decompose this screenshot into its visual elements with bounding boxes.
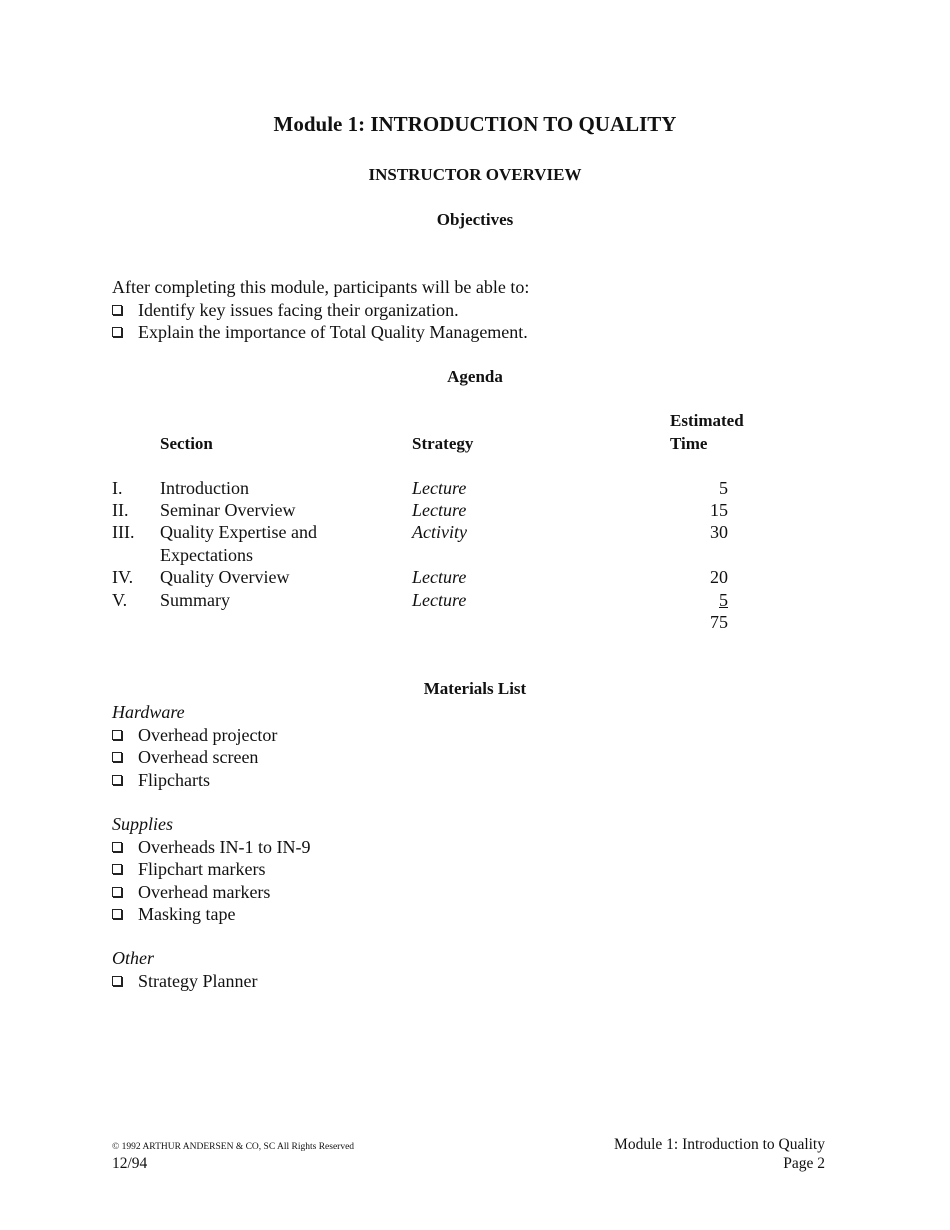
footer-date: 12/94 [112,1155,148,1172]
agenda-header-time-line1: Estimated [670,411,744,430]
list-item: Overheads IN-1 to IN-9 [112,836,310,859]
checkbox-icon [112,842,122,852]
list-item: Overhead projector [112,724,277,747]
list-item: Overhead markers [112,881,310,904]
agenda-header-strategy: Strategy [412,434,474,453]
materials-group-name: Hardware [112,702,185,722]
checkbox-icon [112,730,122,740]
agenda-header-time-line2: Time [670,434,708,453]
objectives-section [112,276,529,344]
checkbox-icon [112,752,122,762]
page-subtitle: INSTRUCTOR OVERVIEW [368,165,582,184]
agenda-header-section: Section [160,434,213,453]
checkbox-icon [112,305,122,315]
footer-copyright: © 1992 ARTHUR ANDERSEN & CO, SC All Rights Reserved [112,1142,355,1152]
materials-group-name: Supplies [112,814,173,834]
materials-hardware [112,701,277,791]
list-item: Masking tape [112,903,310,926]
objectives-intro: After completing this module, participants will be able to: [112,277,530,297]
checkbox-icon [112,327,122,337]
checkbox-icon [112,775,122,785]
agenda-heading: Agenda [447,367,503,386]
checkbox-icon [112,909,122,919]
objectives-heading: Objectives [436,210,514,229]
checkbox-icon [112,887,122,897]
materials-supplies [112,813,310,926]
page-title: Module 1: INTRODUCTION TO QUALITY [273,112,677,136]
checkbox-icon [112,864,122,874]
list-item: Flipchart markers [112,858,310,881]
list-item: Flipcharts [112,769,277,792]
footer-page-number: Page 2 [783,1155,825,1172]
materials-other [112,947,257,992]
agenda-total: 75 [710,612,728,632]
list-item: Explain the importance of Total Quality Management. [112,321,529,344]
materials-heading: Materials List [423,679,527,698]
list-item: Strategy Planner [112,970,257,993]
list-item: Overhead screen [112,746,277,769]
footer-module: Module 1: Introduction to Quality [614,1136,825,1153]
materials-group-name: Other [112,948,154,968]
list-item: Identify key issues facing their organization. [112,299,529,322]
checkbox-icon [112,976,122,986]
